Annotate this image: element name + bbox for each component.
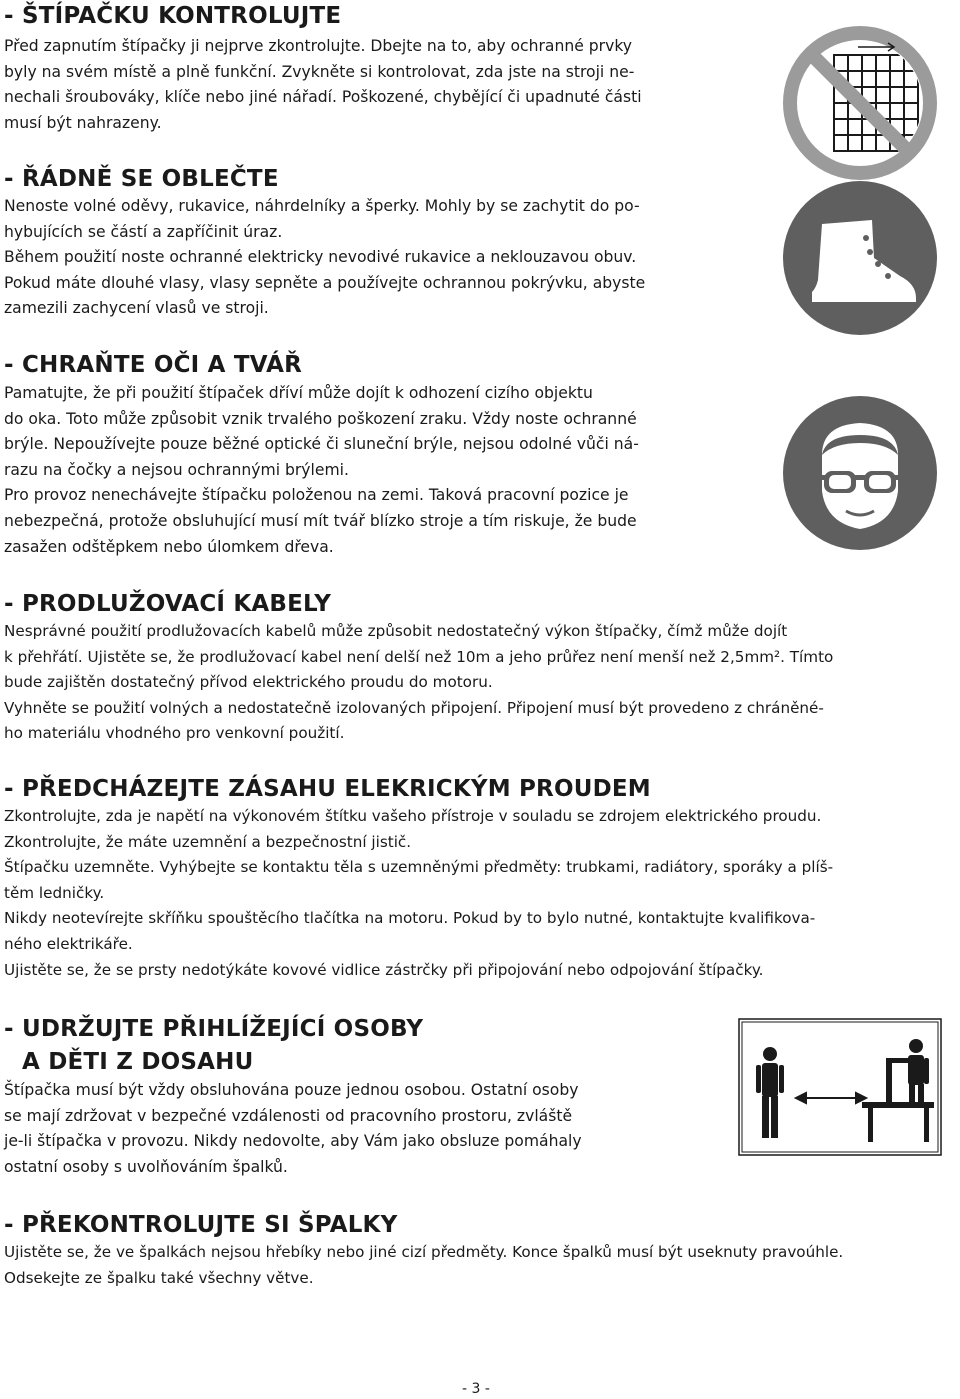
section-body-dress bbox=[4, 194, 744, 322]
text-line: zasažen odštěpkem nebo úlomkem dřeva. bbox=[4, 537, 334, 556]
section-title-shock: - PŘEDCHÁZEJTE ZÁSAHU ELEKRICKÝM PROUDEM bbox=[4, 776, 651, 802]
safety-goggles-face-icon bbox=[782, 395, 938, 551]
text-line: Nenoste volné oděvy, rukavice, náhrdelníky a šperky. Mohly by se zachytit do po- bbox=[4, 197, 640, 215]
text-line: Pokud máte dlouhé vlasy, vlasy sepněte a používejte ochrannou pokrývku, abyste bbox=[4, 273, 646, 292]
section-title-logs: - PŘEKONTROLUJTE SI ŠPALKY bbox=[4, 1212, 398, 1238]
section-body-shock bbox=[4, 804, 958, 983]
section-body-inspect bbox=[4, 34, 744, 136]
text-line: Ujistěte se, že se prsty nedotýkáte kovové vidlice zástrčky při připojování nebo odpojování štípačky. bbox=[4, 960, 764, 979]
safety-boot-icon bbox=[782, 180, 938, 336]
text-line: nebezpečná, protože obsluhující musí mít tvář blízko stroje a tím riskuje, že bude bbox=[4, 511, 637, 530]
text-line: Vyhněte se použití volných a nedostatečně izolovaných připojení. Připojení musí být provedeno z chráněné- bbox=[4, 698, 824, 717]
section-body-eyes bbox=[4, 381, 744, 560]
text-line: Během použití noste ochranné elektricky nevodivé rukavice a neklouzavou obuv. bbox=[4, 248, 637, 267]
text-line: musí být nahrazeny. bbox=[4, 113, 162, 132]
section-body-bystanders bbox=[4, 1078, 674, 1180]
text-line: k přehřátí. Ujistěte se, že prodlužovací kabel není delší než 10m a jeho průřez není menší než 2,5mm². Tímto bbox=[4, 647, 834, 666]
text-line: Zkontrolujte, zda je napětí na výkonovém štítku vašeho přístroje v souladu se zdrojem elektrického proudu. bbox=[4, 807, 822, 825]
text-line: se mají zdržovat v bezpečné vzdálenosti od pracovního prostoru, zvláště bbox=[4, 1106, 573, 1125]
text-line: Nikdy neotevírejte skříňku spouštěcího tlačítka na motoru. Pokud by to bylo nutné, kontaktujte kvalifikova- bbox=[4, 909, 816, 928]
text-line: ného elektrikáře. bbox=[4, 934, 133, 953]
section-body-cables bbox=[4, 619, 958, 747]
page-number: - 3 - bbox=[462, 1381, 490, 1397]
text-line: Pamatujte, že při použití štípaček dříví může dojít k odhození cizího objektu bbox=[4, 384, 593, 402]
section-title-cables: - PRODLUŽOVACÍ KABELY bbox=[4, 591, 332, 617]
text-line: zamezili zachycení vlasů ve stroji. bbox=[4, 299, 269, 318]
text-line: Odsekejte ze špalku také všechny větve. bbox=[4, 1268, 314, 1287]
section-title-bystanders-line2: A DĚTI Z DOSAHU bbox=[22, 1049, 254, 1075]
section-title-eyes: - CHRAŇTE OČI A TVÁŘ bbox=[4, 352, 303, 378]
prohibition-sign-icon bbox=[782, 25, 938, 181]
text-line: do oka. Toto může způsobit vznik trvalého poškození zraku. Vždy noste ochranné bbox=[4, 409, 637, 428]
text-line: Před zapnutím štípačky ji nejprve zkontrolujte. Dbejte na to, aby ochranné prvky bbox=[4, 37, 633, 55]
text-line: byly na svém místě a plně funkční. Zvykněte si kontrolovat, zda jste na stroji ne- bbox=[4, 62, 635, 81]
text-line: ho materiálu vhodného pro venkovní použití. bbox=[4, 724, 345, 743]
text-line: těm ledničky. bbox=[4, 883, 105, 902]
text-line: Štípačka musí být vždy obsluhována pouze jednou osobou. Ostatní osoby bbox=[4, 1081, 579, 1099]
text-line: bude zajištěn dostatečný přívod elektrického proudu do motoru. bbox=[4, 673, 493, 692]
text-line: je-li štípačka v provozu. Nikdy nedovolte, aby Vám jako obsluze pomáhaly bbox=[4, 1132, 582, 1151]
section-title-inspect: - ŠTÍPAČKU KONTROLUJTE bbox=[4, 3, 342, 29]
text-line: nechali šroubováky, klíče nebo jiné nářadí. Poškozené, chybějící či upadnuté části bbox=[4, 88, 642, 107]
text-line: hybujících se částí a zapříčinit úraz. bbox=[4, 222, 283, 241]
text-line: Ujistěte se, že ve špalkách nejsou hřebíky nebo jiné cizí předměty. Konce špalků musí být useknuty pravoúhle. bbox=[4, 1243, 844, 1261]
text-line: Pro provoz nenechávejte štípačku položenou na zemi. Taková pracovní pozice je bbox=[4, 486, 629, 505]
text-line: brýle. Nepoužívejte pouze běžné optické či sluneční brýle, nejsou odolné vůči ná- bbox=[4, 435, 639, 454]
section-title-bystanders-line1: - UDRŽUJTE PŘIHLÍŽEJÍCÍ OSOBY bbox=[4, 1016, 424, 1042]
section-title-dress: - ŘÁDNĚ SE OBLEČTE bbox=[4, 166, 279, 192]
text-line: Nesprávné použití prodlužovacích kabelů může způsobit nedostatečný výkon štípačky, čímž může dojít bbox=[4, 622, 788, 640]
text-line: ostatní osoby s uvolňováním špalků. bbox=[4, 1157, 288, 1176]
text-line: Štípačku uzemněte. Vyhýbejte se kontaktu těla s uzemněnými předměty: trubkami, radiátory, sporáky a plíš- bbox=[4, 858, 834, 877]
text-line: Zkontrolujte, že máte uzemnění a bezpečnostní jistič. bbox=[4, 832, 412, 851]
keep-distance-pictogram-icon bbox=[738, 1018, 942, 1156]
section-body-logs bbox=[4, 1240, 958, 1291]
text-line: razu na čočky a nejsou ochrannými brýlemi. bbox=[4, 460, 349, 479]
